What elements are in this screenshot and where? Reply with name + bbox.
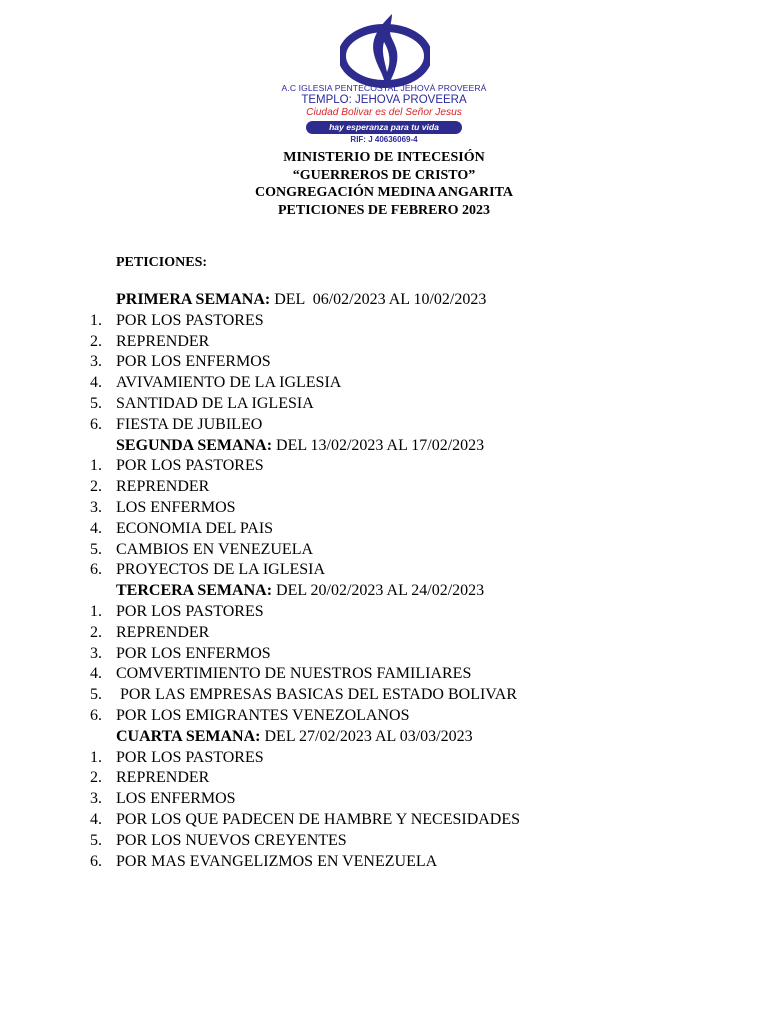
list-item-text: REPRENDER: [116, 623, 210, 641]
logo-rif: RIF: J 40636069-4: [350, 135, 418, 144]
list-item-number: 6.: [90, 561, 102, 579]
list-item-number: 2.: [90, 332, 102, 350]
list-item-number: 2.: [90, 769, 102, 787]
header-title: PETICIONES DE FEBRERO 2023: [278, 202, 490, 218]
list-item: [0, 560, 768, 581]
week-title: [0, 727, 768, 748]
list-item: [0, 789, 768, 810]
list-item-text: POR LAS EMPRESAS BASICAS DEL ESTADO BOLIVAR: [116, 686, 518, 704]
list-item-text: POR LOS PASTORES: [116, 457, 264, 475]
list-item-number: 5.: [90, 394, 102, 412]
header-ministry: MINISTERIO DE INTECESIÓN: [283, 150, 485, 165]
list-item-text: POR LOS PASTORES: [116, 602, 264, 620]
header-group: “GUERREROS DE CRISTO”: [292, 167, 476, 183]
week-date-range: DEL 13/02/2023 AL 17/02/2023: [272, 436, 485, 454]
logo-city-slogan: Ciudad Bolivar es del Señor Jesus: [306, 107, 462, 118]
list-item: [0, 477, 768, 498]
list-item-number: 3.: [90, 790, 102, 808]
list-item-number: 4.: [90, 519, 102, 537]
church-logo: [250, 10, 518, 146]
list-item-number: 1.: [90, 457, 102, 475]
week-label: PRIMERA SEMANA:: [116, 291, 271, 308]
list-item: [0, 768, 768, 789]
list-item: [0, 352, 768, 373]
list-item-text: REPRENDER: [116, 769, 210, 787]
list-item: [0, 644, 768, 665]
list-item-number: 5.: [90, 540, 102, 558]
week-label: SEGUNDA SEMANA:: [116, 436, 273, 454]
list-item-text: REPRENDER: [116, 478, 210, 496]
week-label: TERCERA SEMANA:: [116, 582, 273, 600]
list-item-text: SANTIDAD DE LA IGLESIA: [116, 394, 314, 412]
list-item: [0, 332, 768, 353]
list-item: [0, 373, 768, 394]
list-item-text: PROYECTOS DE LA IGLESIA: [116, 561, 326, 579]
list-item-text: CAMBIOS EN VENEZUELA: [116, 540, 314, 558]
list-item-text: POR LOS PASTORES: [116, 311, 264, 329]
weekly-petitions: [0, 290, 768, 872]
list-item: [0, 498, 768, 519]
list-item-number: 3.: [90, 644, 102, 662]
list-item-number: 5.: [90, 831, 102, 849]
list-item: [0, 664, 768, 685]
list-item-text: REPRENDER: [116, 332, 210, 350]
list-item-text: POR LOS ENFERMOS: [116, 644, 271, 662]
list-item-text: POR LOS QUE PADECEN DE HAMBRE Y NECESIDADES: [116, 810, 521, 828]
flame-logo-icon: [340, 12, 430, 92]
list-item-text: POR LOS ENFERMOS: [116, 353, 271, 371]
week-date-range: DEL 27/02/2023 AL 03/03/2023: [260, 727, 473, 745]
list-item-text: POR LOS NUEVOS CREYENTES: [116, 831, 347, 849]
list-item-text: LOS ENFERMOS: [116, 498, 236, 516]
list-item: [0, 831, 768, 852]
list-item-number: 6.: [90, 706, 102, 724]
list-item: [0, 311, 768, 332]
list-item-number: 6.: [90, 852, 102, 870]
list-item: [0, 706, 768, 727]
week-date-range: DEL 06/02/2023 AL 10/02/2023: [270, 291, 487, 308]
list-item-text: AVIVAMIENTO DE LA IGLESIA: [116, 374, 342, 392]
list-item: [0, 748, 768, 769]
list-item: [0, 394, 768, 415]
list-item-number: 2.: [90, 478, 102, 496]
logo-org-name: A.C IGLESIA PENTECOSTAL JEHOVÁ PROVEERÁ: [281, 83, 487, 93]
list-item: [0, 602, 768, 623]
week-title: [0, 581, 768, 602]
list-item-number: 6.: [90, 415, 102, 433]
list-item: [0, 540, 768, 561]
list-item-number: 5.: [90, 686, 102, 704]
document-header: [0, 149, 768, 219]
week-date-range: DEL 20/02/2023 AL 24/02/2023: [272, 582, 485, 600]
list-item: [0, 685, 768, 706]
list-item-number: 1.: [90, 748, 102, 766]
list-item-text: POR LOS EMIGRANTES VENEZOLANOS: [116, 706, 410, 724]
list-item: [0, 519, 768, 540]
list-item-text: POR LOS PASTORES: [116, 748, 264, 766]
list-item-text: ECONOMIA DEL PAIS: [116, 519, 274, 537]
list-item-text: POR MAS EVANGELIZMOS EN VENEZUELA: [116, 852, 438, 870]
logo-banner: hay esperanza para tu vida: [306, 121, 462, 134]
list-item: [0, 623, 768, 644]
peticiones-label: PETICIONES:: [116, 255, 208, 270]
list-item-number: 3.: [90, 498, 102, 516]
list-item-number: 4.: [90, 665, 102, 683]
list-item-number: 1.: [90, 311, 102, 329]
list-item: [0, 415, 768, 436]
list-item: [0, 852, 768, 873]
logo-temple-name: TEMPLO: JEHOVA PROVEERA: [301, 94, 467, 106]
list-item-text: LOS ENFERMOS: [116, 790, 236, 808]
header-congregation: CONGREGACIÓN MEDINA ANGARITA: [255, 185, 513, 200]
list-item: [0, 456, 768, 477]
week-title: [0, 436, 768, 457]
list-item-text: FIESTA DE JUBILEO: [116, 415, 263, 433]
list-item-number: 4.: [90, 810, 102, 828]
week-label: CUARTA SEMANA:: [116, 727, 261, 745]
list-item-number: 2.: [90, 623, 102, 641]
list-item-number: 3.: [90, 353, 102, 371]
list-item: [0, 810, 768, 831]
list-item-text: COMVERTIMIENTO DE NUESTROS FAMILIARES: [116, 665, 472, 683]
list-item-number: 4.: [90, 374, 102, 392]
week-title: [0, 290, 768, 311]
list-item-number: 1.: [90, 602, 102, 620]
